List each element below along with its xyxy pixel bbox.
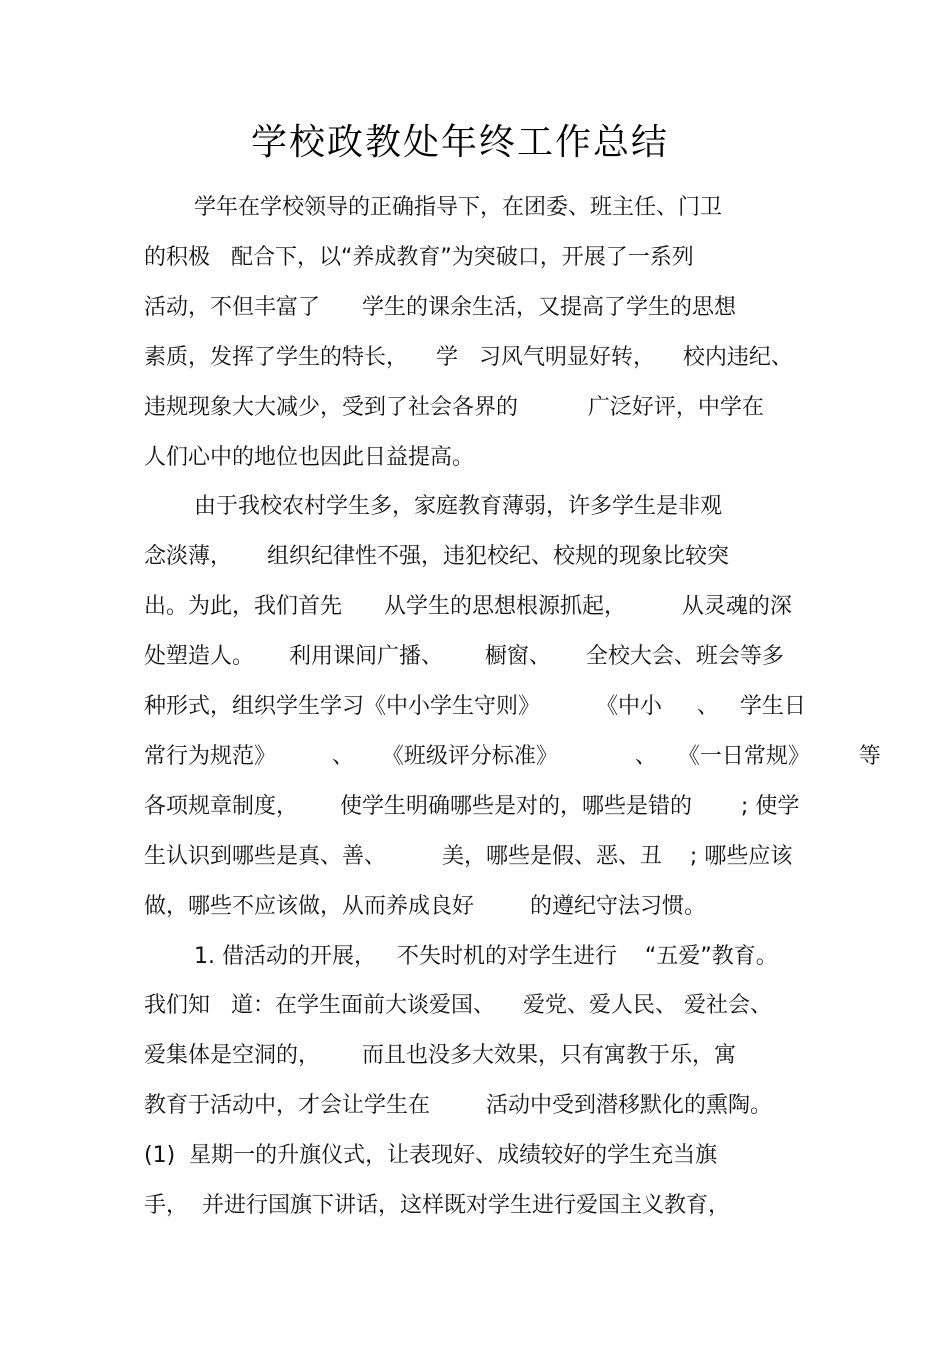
paragraph-line: 我们知 道：在学生面前大谈爱国、 爱党、爱人民、 爱社会、 — [144, 993, 772, 1018]
paragraph-line: 人们心中的地位也因此日益提高。 — [144, 445, 475, 470]
paragraph-line: 1. 借活动的开展， 不失时机的对学生进行 “五爱”教育。 — [194, 944, 778, 969]
paragraph-line: 活动，不但丰富了 学生的课余生活，又提高了学生的思想 — [144, 295, 736, 320]
paragraph-line: 做，哪些不应该做，从而养成良好 的遵纪守法习惯。 — [144, 894, 706, 919]
paragraph-line: 违规现象大大减少，受到了社会各界的 广泛好评，中学在 — [144, 395, 764, 420]
paragraph-line: 学年在学校领导的正确指导下，在团委、班主任、门卫 — [194, 195, 723, 220]
paragraph-line: 素质，发挥了学生的特长， 学 习风气明显好转， 校内违纪、 — [144, 345, 793, 370]
paragraph-line: 常行为规范》 、 《班级评分标准》 、 《一日常规》 等 — [144, 744, 881, 769]
paragraph-line: 生认识到哪些是真、善、 美，哪些是假、恶、丑 ; 哪些应该 — [144, 844, 793, 869]
paragraph-line: 爱集体是空洞的， 而且也没多大效果，只有寓教于乐，寓 — [144, 1043, 736, 1068]
paragraph-line: 种形式，组织学生学习《中小学生守则》 《中小 、 学生日 — [144, 694, 806, 719]
paragraph-line: 出。为此，我们首先 从学生的思想根源抓起， 从灵魂的深 — [144, 594, 792, 619]
paragraph-line: 教育于活动中，才会让学生在 活动中受到潜移默化的熏陶。 — [144, 1093, 772, 1118]
paragraph-line: 处塑造人。 利用课间广播、 橱窗、 全校大会、班会等多 — [144, 644, 784, 669]
paragraph-line: 由于我校农村学生多，家庭教育薄弱，许多学生是非观 — [194, 494, 723, 519]
paragraph-line: 各项规章制度， 使学生明确哪些是对的，哪些是错的 ; 使学 — [144, 794, 800, 819]
document-title: 学校政教处年终工作总结 — [250, 122, 669, 163]
paragraph-line: (1) 星期一的升旗仪式，让表现好、成绩较好的学生充当旗 — [144, 1143, 718, 1168]
paragraph-line: 念淡薄， 组织纪律性不强，违犯校纪、校规的现象比较突 — [144, 544, 729, 569]
paragraph-line: 手， 并进行国旗下讲话，这样既对学生进行爱国主义教育， — [144, 1193, 730, 1218]
paragraph-line: 的积极 配合下，以“养成教育”为突破口，开展了一系列 — [144, 245, 694, 270]
